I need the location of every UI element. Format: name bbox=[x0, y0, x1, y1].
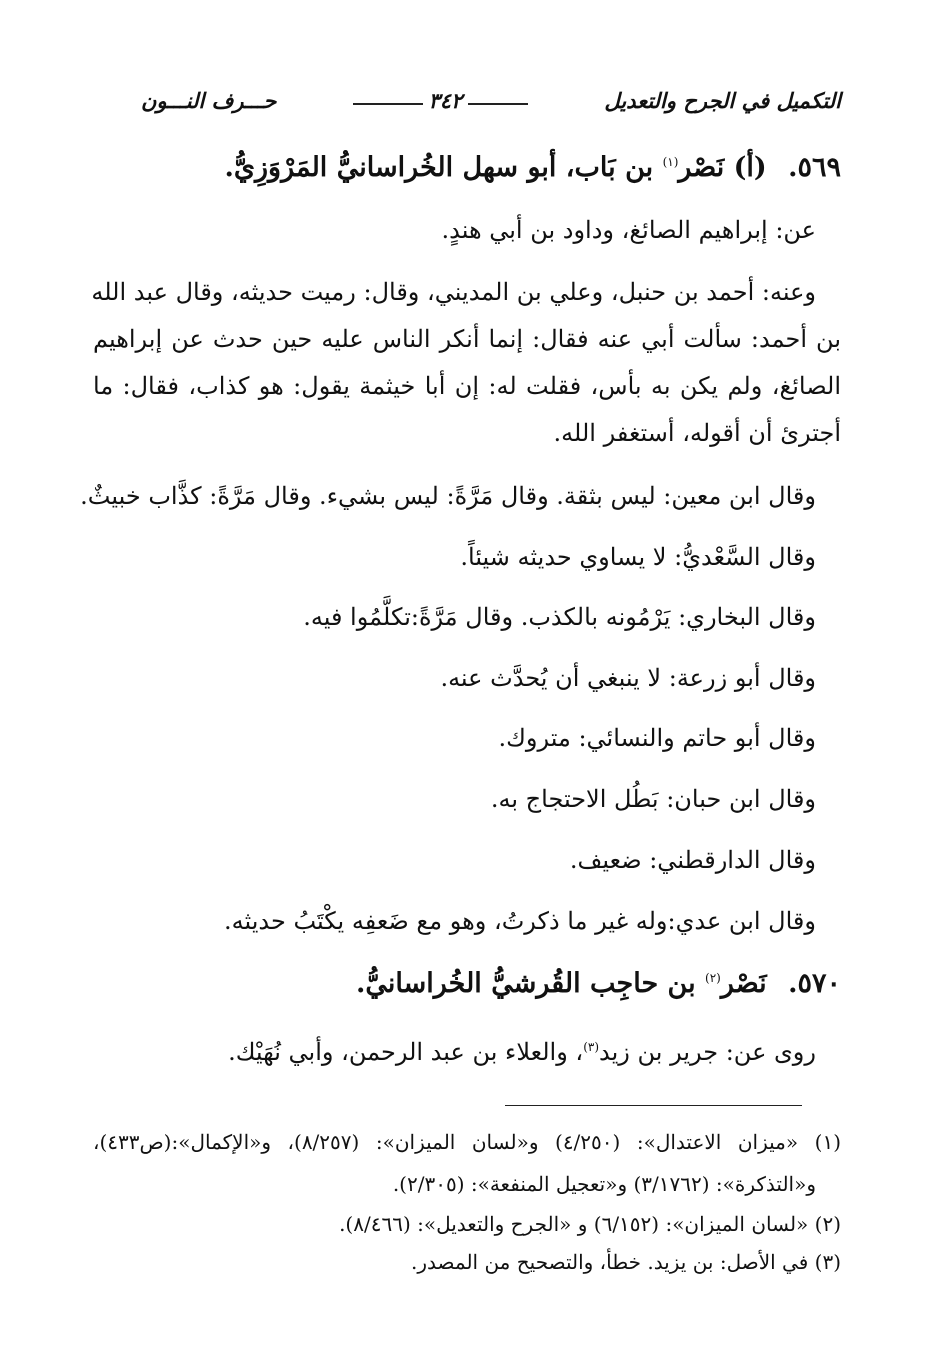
footnote-2: (٢) «لسان الميزان»: (٦/١٥٢) و «الجرح والتعديل»: (٨/٤٦٦). bbox=[339, 1212, 841, 1236]
entry-name-rest: بن بَاب، أبو سهل الخُراسانيُّ المَرْوَزِيُّ. bbox=[224, 152, 654, 183]
entry-name-rest: بن حاجِب القُرشيُّ الخُراسانيُّ. bbox=[355, 968, 696, 999]
page-number: ٣٤٢ bbox=[428, 87, 463, 113]
text-line bbox=[93, 1038, 816, 1066]
entry-name: نَصْر bbox=[720, 968, 767, 999]
entry-number: ٥٧٠. bbox=[788, 968, 841, 999]
header-dash-right bbox=[468, 103, 528, 105]
footnote-3: (٣) في الأصل: بن يزيد. خطأ، والتصحيح من المصدر. bbox=[411, 1250, 841, 1274]
text-line: بن أحمد: سألت أبي عنه فقال: إنما أنكر الناس عليه حين حدث عن إبراهيم bbox=[93, 325, 841, 353]
footnote-1-line-2: و«التذكرة»: (٣/١٧٦٢) و«تعجيل المنفعة»: (٢/٣٠٥). bbox=[392, 1172, 816, 1196]
footnote-ref: (٣) bbox=[583, 1040, 600, 1054]
text-span: روى عن: جرير بن زيد bbox=[599, 1038, 816, 1066]
text-line: وقال البخاري: يَرْمُونه بالكذب. وقال مَرَّةً:تكلَّمُوا فيه. bbox=[303, 603, 816, 631]
section-name: حـــرف النـــون bbox=[141, 87, 277, 113]
text-line: عن: إبراهيم الصائغ، وداود بن أبي هندٍ. bbox=[441, 216, 816, 244]
entry-name: (أ) نَصْر bbox=[678, 152, 767, 183]
text-line: وقال أبو حاتم والنسائي: متروك. bbox=[498, 724, 816, 752]
text-line: وعنه: أحمد بن حنبل، وعلي بن المديني، وقال: رميت حديثه، وقال عبد الله bbox=[91, 278, 816, 306]
footnote-1-line-1: (١) «ميزان الاعتدال»: (٤/٢٥٠) و«لسان الميزان»: (٨/٢٥٧)، و«الإكمال»:(ص٤٣٣)، bbox=[93, 1130, 842, 1154]
entry-title-570 bbox=[356, 968, 841, 999]
running-header bbox=[141, 80, 841, 120]
entry-title-569 bbox=[224, 152, 841, 183]
text-line: الصائغ، ولم يكن به بأس، فقلت له: إن أبا خيثمة يقول: هو كذاب، فقال: ما bbox=[93, 372, 841, 400]
text-line: وقال ابن عدي:وله غير ما ذكرتُ، وهو مع ضَعفِه يكْتَبُ حديثه. bbox=[223, 907, 816, 935]
book-title: التكميل في الجرح والتعديل bbox=[604, 87, 841, 113]
header-dash-left bbox=[353, 103, 423, 105]
footnote-ref: (٢) bbox=[705, 971, 721, 985]
footnote-divider bbox=[505, 1105, 802, 1106]
text-line: وقال السَّعْديُّ: لا يساوي حديثه شيئاً. bbox=[460, 543, 816, 571]
footnote-ref: (١) bbox=[662, 155, 679, 169]
entry-number: ٥٦٩. bbox=[788, 152, 841, 183]
header-page-number-group bbox=[347, 88, 535, 113]
text-line: وقال ابن معين: ليس بثقة. وقال مَرَّةً: ليس بشيء. وقال مَرَّةً: كذَّاب خبيثٌ. bbox=[80, 482, 816, 510]
text-line: وقال الدارقطني: ضعيف. bbox=[569, 846, 816, 874]
text-span: ، والعلاء بن عبد الرحمن، وأبي نُهَيْك. bbox=[228, 1038, 584, 1066]
text-line: وقال أبو زرعة: لا ينبغي أن يُحدَّث عنه. bbox=[440, 664, 816, 692]
text-line: أجترئ أن أقوله، أستغفر الله. bbox=[553, 419, 841, 447]
text-line: وقال ابن حبان: بَطُل الاحتجاج به. bbox=[490, 785, 816, 813]
